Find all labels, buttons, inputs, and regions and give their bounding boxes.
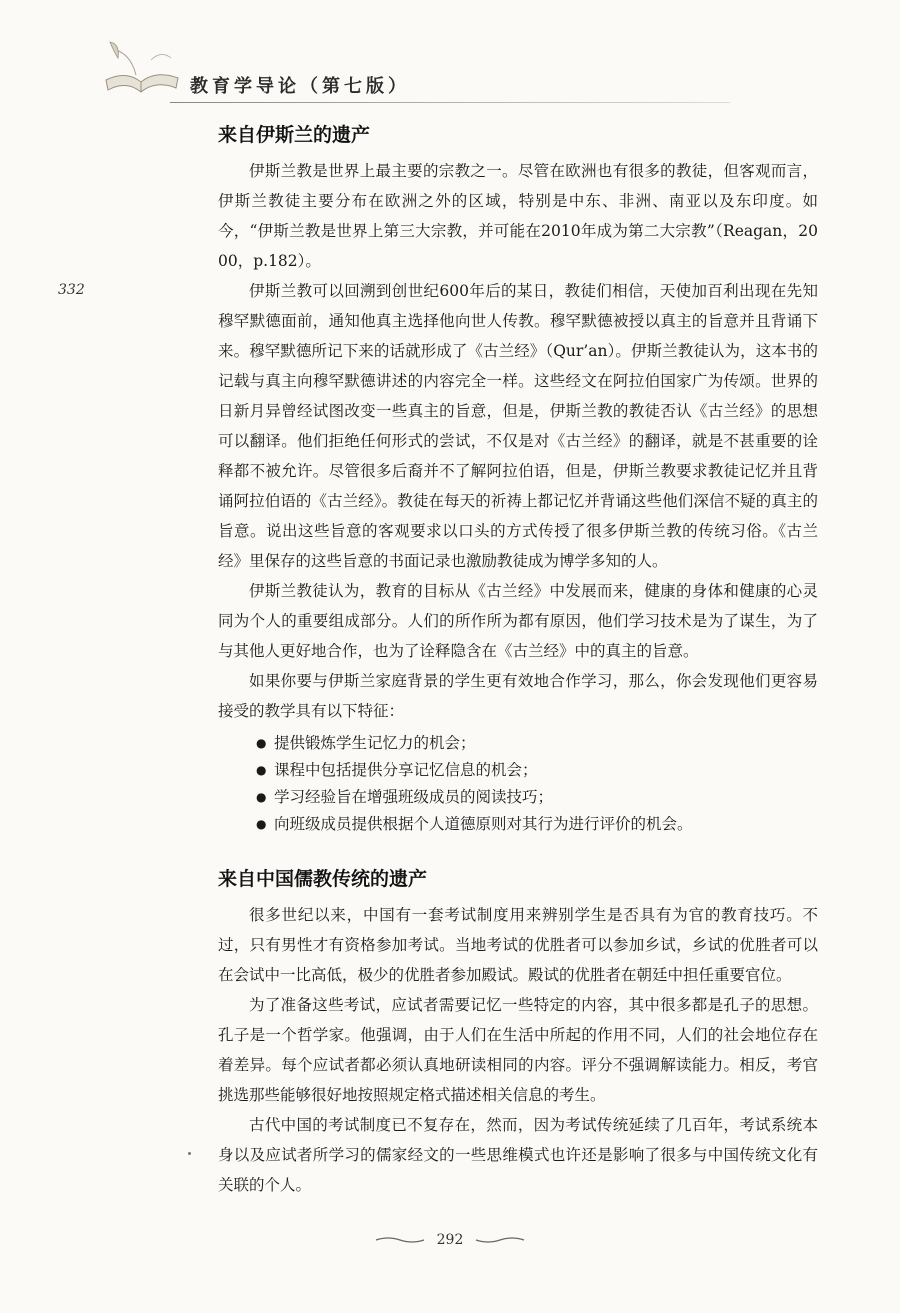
open-book-quill-icon xyxy=(96,30,186,100)
section-title-confucian: 来自中国儒教传统的遗产 xyxy=(218,868,428,890)
paragraph: 很多世纪以来，中国有一套考试制度用来辨别学生是否具有为官的教育技巧。不过，只有男性才有资格参加考试。当地考试的优胜者可以参加乡试，乡试的优胜者可以在会试中一比高低，极少的优胜者参加殿试。殿试的优胜者在朝廷中担任重要官位。 xyxy=(218,906,818,984)
paragraph: 伊斯兰教徒认为，教育的目标从《古兰经》中发展而来，健康的身体和健康的心灵同为个人的重要组成部分。人们的所作所为都有原因，他们学习技术是为了谋生，为了与其他人更好地合作，也为了诠释隐含在《古兰经》中的真主的旨意。 xyxy=(218,582,818,660)
list-item-text: 向班级成员提供根据个人道德原则对其行为进行评价的机会。 xyxy=(274,815,693,833)
paragraph: 为了准备这些考试，应试者需要记忆一些特定的内容，其中很多都是孔子的思想。孔子是一个哲学家。他强调，由于人们在生活中所起的作用不同，人们的社会地位存在着差异。每个应试者都必须认真地研读相同的内容。评分不强调解读能力。相反，考官挑选那些能够很好地按照规定格式描述相关信息的考生。 xyxy=(218,996,818,1104)
margin-page-number: 332 xyxy=(58,282,85,298)
right-ornament-icon xyxy=(474,1235,526,1245)
paragraph: 伊斯兰教是世界上最主要的宗教之一。尽管在欧洲也有很多的教徒，但客观而言，伊斯兰教徒主要分布在欧洲之外的区域，特别是中东、非洲、南亚以及东印度。如今，“伊斯兰教是世界上第三大宗教，并可能在2010年成为第二大宗教”（Reagan，2000，p.182）。 xyxy=(218,162,818,270)
section-title-islam: 来自伊斯兰的遗产 xyxy=(218,124,371,146)
feature-list xyxy=(218,730,818,838)
list-item xyxy=(256,811,818,838)
paragraph: 如果你要与伊斯兰家庭背景的学生更有效地合作学习，那么，你会发现他们更容易接受的教学具有以下特征： xyxy=(218,672,818,720)
bullet-icon: ● xyxy=(256,736,267,750)
page-number: 292 xyxy=(436,1232,464,1248)
paragraph: 伊斯兰教可以回溯到创世纪600年后的某日，教徒们相信，天使加百利出现在先知穆罕默德面前，通知他真主选择他向世人传教。穆罕默德被授以真主的旨意并且背诵下来。穆罕默德所记下来的话就形成了《古兰经》（Qur’an）。伊斯兰教徒认为，这本书的记载与真主向穆罕默德讲述的内容完全一样。这些经文在阿拉伯国家广为传颂。世界的日新月异曾经试图改变一些真主的旨意，但是，伊斯兰教的教徒否认《古兰经》的思想可以翻译。他们拒绝任何形式的尝试，不仅是对《古兰经》的翻译，就是不甚重要的诠释都不被允许。尽管很多后裔并不了解阿拉伯语，但是，伊斯兰教要求教徒记忆并且背诵阿拉伯语的《古兰经》。教徒在每天的祈祷上都记忆并背诵这些他们深信不疑的真主的旨意。说出这些旨意的客观要求以口头的方式传授了很多伊斯兰教的传统习俗。《古兰经》里保存的这些旨意的书面记录也激励教徒成为博学多知的人。 xyxy=(218,282,818,570)
bullet-icon: ● xyxy=(256,763,267,777)
paragraph: 古代中国的考试制度已不复存在，然而，因为考试传统延续了几百年，考试系统本身以及应试者所学习的儒家经文的一些思维模式也许还是影响了很多与中国传统文化有关联的个人。 xyxy=(218,1116,818,1194)
list-item xyxy=(256,784,818,811)
bullet-icon: ● xyxy=(256,790,267,804)
running-header-title: 教育学导论（第七版） xyxy=(190,76,410,97)
list-item xyxy=(256,730,818,757)
paper-speck xyxy=(188,1152,191,1155)
page-content xyxy=(218,122,818,1200)
list-item xyxy=(256,757,818,784)
page-footer xyxy=(0,1232,900,1248)
list-item-text: 课程中包括提供分享记忆信息的机会； xyxy=(274,761,538,779)
left-ornament-icon xyxy=(374,1235,426,1245)
header-rule xyxy=(170,102,730,103)
bullet-icon: ● xyxy=(256,817,267,831)
list-item-text: 提供锻炼学生记忆力的机会； xyxy=(274,734,476,752)
list-item-text: 学习经验旨在增强班级成员的阅读技巧； xyxy=(274,788,554,806)
